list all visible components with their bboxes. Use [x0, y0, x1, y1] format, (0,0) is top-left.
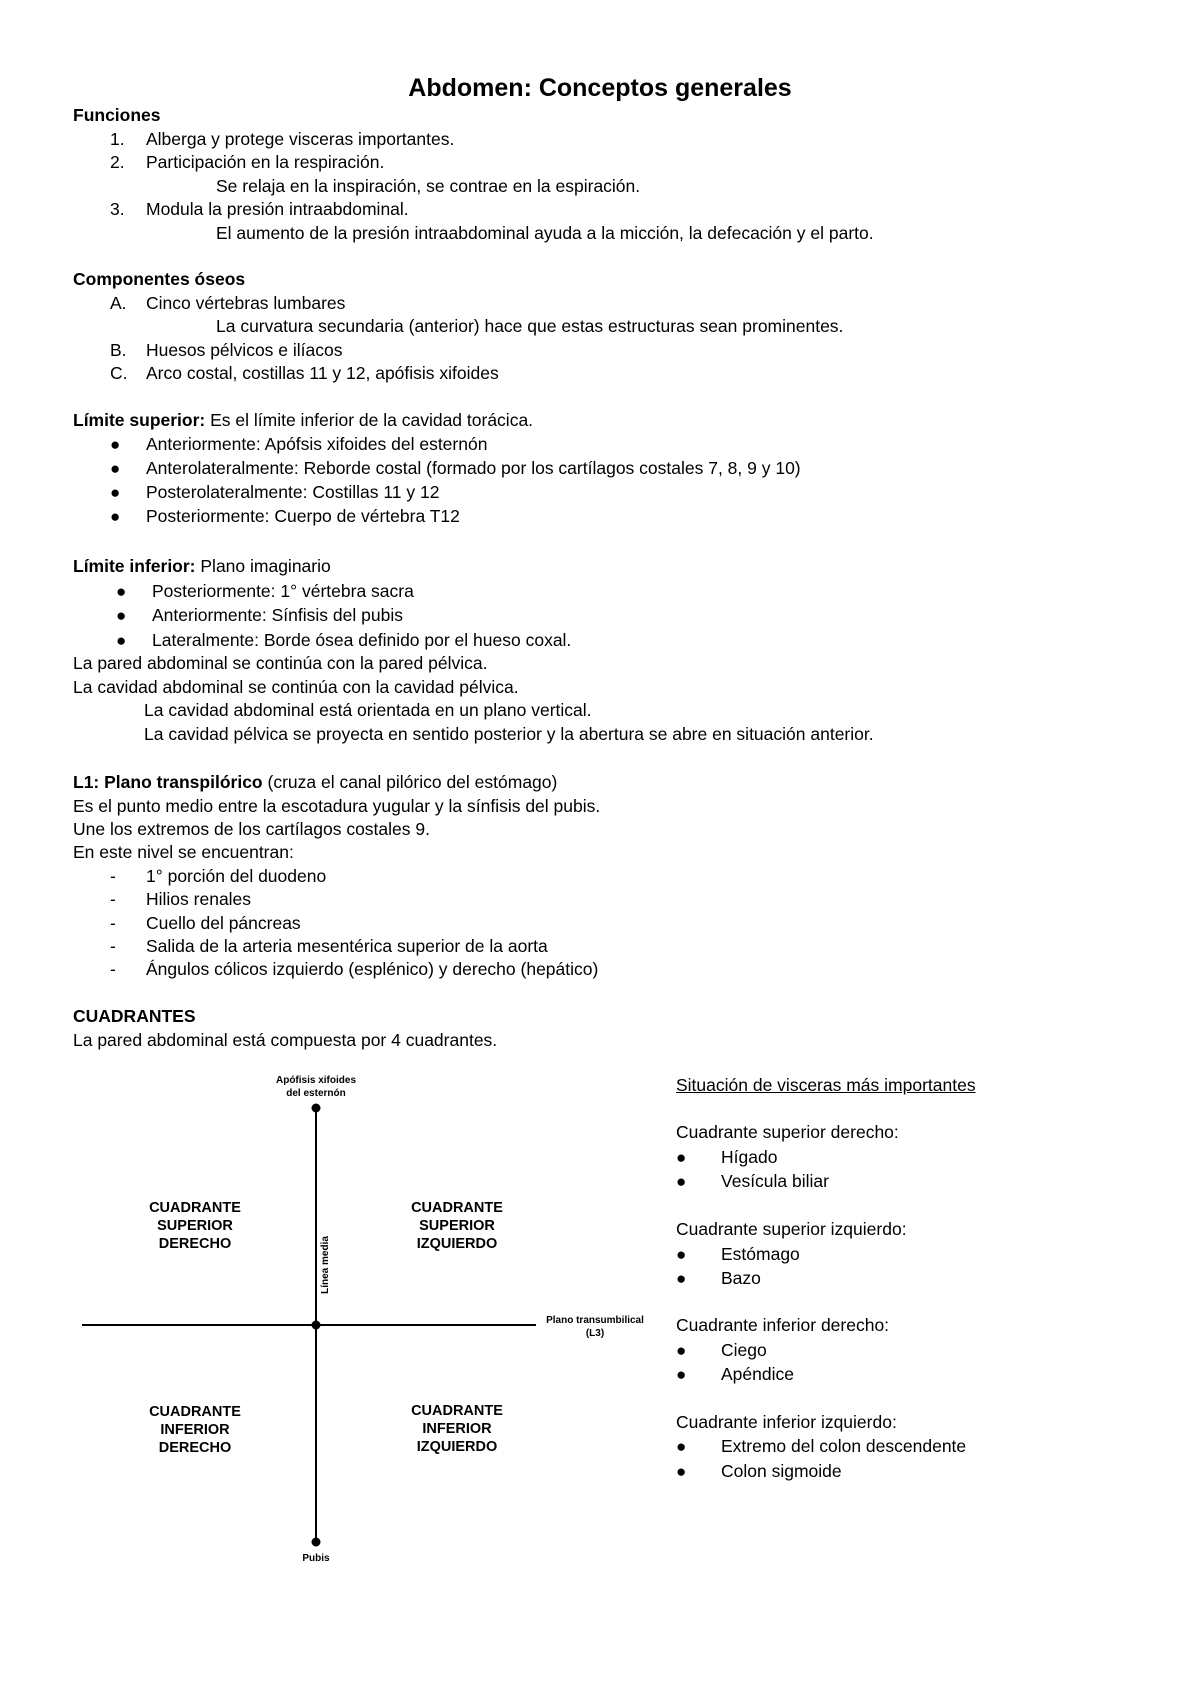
bullet-icon: ● [676, 1462, 687, 1481]
list-item: Colon sigmoide [721, 1461, 842, 1481]
bullet-icon: ● [110, 459, 121, 478]
bullet-icon: ● [110, 507, 121, 526]
bullet-icon: ● [110, 435, 121, 454]
group-title: Cuadrante superior derecho: [676, 1122, 899, 1142]
bullet-icon: ● [110, 483, 121, 502]
list-item-note: La curvatura secundaria (anterior) hace que estas estructuras sean prominentes. [216, 316, 844, 336]
umbilicus-point [312, 1321, 321, 1330]
l1-text: (cruza el canal pilórico del estómago) [262, 772, 558, 792]
bullet-icon: ● [116, 582, 127, 601]
componentes-heading: Componentes óseos [73, 269, 246, 289]
body-text: En este nivel se encuentran: [73, 842, 294, 862]
list-item: Cinco vértebras lumbares [146, 293, 346, 313]
bullet-icon: ● [116, 606, 127, 625]
list-item: 1° porción del duodeno [146, 866, 327, 886]
horizontal-axis-label: Plano transumbilical [546, 1315, 644, 1326]
list-marker: B. [110, 340, 127, 360]
list-item: Modula la presión intraabdominal. [146, 199, 409, 219]
group-title: Cuadrante inferior izquierdo: [676, 1412, 897, 1432]
list-item: Hígado [721, 1147, 778, 1167]
bottom-label: Pubis [302, 1553, 330, 1564]
body-text: Es el punto medio entre la escotadura yugular y la sínfisis del pubis. [73, 796, 601, 816]
funciones-heading: Funciones [73, 105, 161, 125]
list-item: Posteriormente: 1° vértebra sacra [152, 581, 414, 601]
list-marker: - [110, 913, 116, 933]
body-text: La pared abdominal se continúa con la pared pélvica. [73, 653, 488, 673]
vertical-axis-label: Línea media [320, 1236, 331, 1294]
list-item: Lateralmente: Borde ósea definido por el hueso coxal. [152, 630, 572, 650]
list-item: Cuello del páncreas [146, 913, 301, 933]
list-item: Huesos pélvicos e ilíacos [146, 340, 343, 360]
bullet-icon: ● [676, 1148, 687, 1167]
page-title: Abdomen: Conceptos generales [408, 74, 792, 102]
bullet-icon: ● [676, 1172, 687, 1191]
list-marker: 1. [110, 129, 125, 149]
horizontal-axis-label: (L3) [585, 1328, 605, 1339]
bullet-icon: ● [676, 1269, 687, 1288]
quadrant-label: DERECHO [158, 1440, 232, 1456]
body-text: Une los extremos de los cartílagos costales 9. [73, 819, 430, 839]
body-text: La cavidad abdominal se continúa con la cavidad pélvica. [73, 677, 519, 697]
list-marker: A. [110, 293, 127, 313]
list-marker: - [110, 959, 116, 979]
list-marker: - [110, 889, 116, 909]
list-item: Apéndice [721, 1364, 794, 1384]
quadrant-label: IZQUIERDO [416, 1439, 498, 1455]
group-title: Cuadrante superior izquierdo: [676, 1219, 907, 1239]
list-item: Anteriormente: Sínfisis del pubis [152, 605, 403, 625]
quadrant-label: CUADRANTE [149, 1200, 241, 1216]
body-note: La cavidad pélvica se proyecta en sentido posterior y la abertura se abre en situación anterior. [144, 724, 874, 744]
l1-heading: L1: Plano transpilórico [73, 772, 263, 792]
bullet-icon: ● [676, 1437, 687, 1456]
list-marker: 2. [110, 152, 125, 172]
list-marker: 3. [110, 199, 125, 219]
list-item: Alberga y protege visceras importantes. [146, 129, 455, 149]
bullet-icon: ● [676, 1341, 687, 1360]
cuadrantes-heading: CUADRANTES [73, 1006, 196, 1026]
quadrant-label: CUADRANTE [411, 1403, 503, 1419]
list-item: Estómago [721, 1244, 800, 1264]
quadrant-label: CUADRANTE [149, 1404, 241, 1420]
quadrant-label: INFERIOR [422, 1421, 492, 1437]
quadrant-label: SUPERIOR [419, 1218, 495, 1234]
bullet-icon: ● [676, 1245, 687, 1264]
limite-inferior-heading: Límite inferior: [73, 556, 196, 576]
quadrant-label: IZQUIERDO [416, 1236, 498, 1252]
list-item-note: El aumento de la presión intraabdominal ayuda a la micción, la defecación y el parto. [216, 223, 874, 243]
top-label: del esternón [286, 1088, 346, 1099]
list-marker: - [110, 936, 116, 956]
list-item: Posteriormente: Cuerpo de vértebra T12 [146, 506, 460, 526]
list-item: Ángulos cólicos izquierdo (esplénico) y derecho (hepático) [146, 959, 599, 979]
quadrant-label: INFERIOR [160, 1422, 230, 1438]
list-item: Arco costal, costillas 11 y 12, apófisis xifoides [146, 363, 499, 383]
list-item: Vesícula biliar [721, 1171, 829, 1191]
list-item: Anterolateralmente: Reborde costal (formado por los cartílagos costales 7, 8, 9 y 10) [146, 458, 801, 478]
bullet-icon: ● [116, 631, 127, 650]
limite-superior-heading: Límite superior: [73, 410, 206, 430]
list-item: Hilios renales [146, 889, 252, 909]
list-marker: - [110, 866, 116, 886]
limite-superior-text: Es el límite inferior de la cavidad torácica. [205, 410, 534, 430]
quadrant-label: SUPERIOR [157, 1218, 233, 1234]
bullet-icon: ● [676, 1365, 687, 1384]
list-marker: C. [110, 363, 128, 383]
xiphoid-point [312, 1104, 321, 1113]
list-item: Anteriormente: Apófsis xifoides del esternón [146, 434, 488, 454]
group-title: Cuadrante inferior derecho: [676, 1315, 890, 1335]
list-item: Ciego [721, 1340, 767, 1360]
limite-inferior-text: Plano imaginario [195, 556, 331, 576]
body-text: La pared abdominal está compuesta por 4 cuadrantes. [73, 1030, 498, 1050]
list-item-note: Se relaja en la inspiración, se contrae en la espiración. [216, 176, 641, 196]
body-note: La cavidad abdominal está orientada en un plano vertical. [144, 700, 592, 720]
list-item: Extremo del colon descendente [721, 1436, 967, 1456]
list-item: Bazo [721, 1268, 761, 1288]
pubis-point [312, 1538, 321, 1547]
quadrant-label: CUADRANTE [411, 1200, 503, 1216]
top-label: Apófisis xifoides [275, 1075, 357, 1086]
list-item: Salida de la arteria mesentérica superior de la aorta [146, 936, 548, 956]
list-item: Participación en la respiración. [146, 152, 385, 172]
quadrant-label: DERECHO [158, 1236, 232, 1252]
list-item: Posterolateralmente: Costillas 11 y 12 [146, 482, 440, 502]
visceras-heading: Situación de visceras más importantes [676, 1075, 976, 1095]
